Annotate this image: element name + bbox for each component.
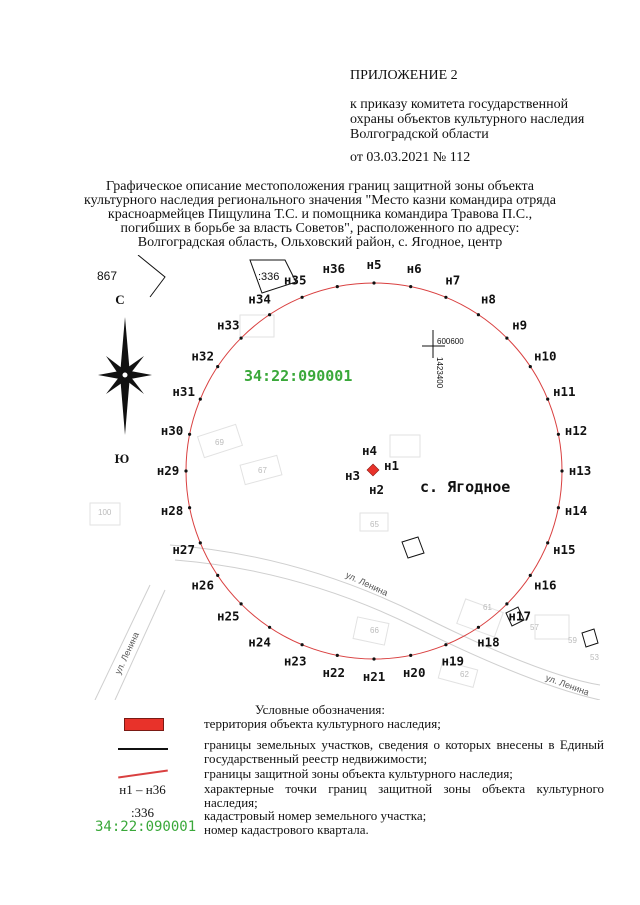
boundary-point-marker bbox=[240, 337, 243, 340]
coordinate-x: 600600 bbox=[437, 337, 464, 346]
boundary-point-marker bbox=[372, 281, 375, 284]
boundary-point-label: н14 bbox=[564, 503, 588, 519]
compass-north-label: С bbox=[115, 292, 125, 307]
boundary-point-label: н32 bbox=[191, 348, 214, 364]
legend-item-text: границы защитной зоны объекта культурного наследия; bbox=[204, 766, 513, 781]
faint-number: 65 bbox=[370, 520, 379, 529]
boundary-point-label: н33 bbox=[217, 317, 240, 333]
boundary-point-marker bbox=[444, 296, 447, 299]
boundary-point-label: н26 bbox=[191, 577, 214, 593]
boundary-point-label: н8 bbox=[480, 291, 496, 307]
boundary-point-label: н25 bbox=[217, 608, 240, 624]
boundary-point-marker bbox=[188, 506, 191, 509]
street-label: ул. Ленина bbox=[344, 569, 390, 599]
boundary-point-label: н1 bbox=[384, 458, 400, 473]
legend-item-text: территория объекта культурного наследия; bbox=[204, 716, 441, 731]
faint-number: 69 bbox=[215, 438, 224, 447]
boundary-point-label: н28 bbox=[160, 503, 184, 519]
legend-item-text: характерные точки границ защитной зоны объекта культурного наследия; bbox=[204, 781, 604, 810]
boundary-point-label: н17 bbox=[508, 608, 531, 624]
faint-number: 57 bbox=[530, 623, 539, 632]
boundary-point-label: н7 bbox=[445, 272, 461, 288]
faint-number: 59 bbox=[568, 636, 577, 645]
boundary-point-marker bbox=[477, 626, 480, 629]
title-line: Волгоградская область, Ольховский район, с. Ягодное, центр bbox=[137, 235, 503, 250]
faint-number: 100 bbox=[98, 508, 112, 517]
background-building bbox=[390, 435, 420, 457]
boundary-point-label: н24 bbox=[248, 634, 271, 650]
coordinate-y: 1423400 bbox=[435, 357, 444, 389]
boundary-point-label: н13 bbox=[568, 463, 592, 478]
boundary-point-marker bbox=[477, 313, 480, 316]
boundary-point-marker bbox=[409, 285, 412, 288]
boundary-point-marker bbox=[188, 433, 191, 436]
street-label: ул. Ленина bbox=[112, 630, 142, 676]
cadastral-quarter-number: 34:22:090001 bbox=[244, 367, 353, 385]
boundary-point-label: н36 bbox=[322, 261, 346, 276]
boundary-point-label: н4 bbox=[362, 443, 378, 458]
faint-number: 67 bbox=[258, 466, 267, 475]
boundary-point-label: н12 bbox=[564, 422, 588, 438]
title-line: Графическое описание местоположения границ защитной зоны объекта bbox=[106, 179, 534, 194]
legend-item-text: номер кадастрового квартала. bbox=[204, 822, 369, 837]
boundary-point-label: н10 bbox=[534, 348, 557, 364]
legend-parcel-line bbox=[118, 748, 168, 750]
faint-number: 62 bbox=[460, 670, 469, 679]
boundary-point-marker bbox=[240, 602, 243, 605]
parcel-number-867: 867 bbox=[97, 269, 118, 283]
boundary-point-label: н2 bbox=[369, 482, 385, 497]
legend-item-text: границы земельных участков, сведения о которых внесены в Единый государственный реестр недвижимости; bbox=[204, 737, 604, 766]
background-building bbox=[535, 615, 569, 639]
boundary-point-label: н5 bbox=[366, 257, 382, 272]
boundary-point-label: н35 bbox=[283, 272, 307, 288]
legend-zone-line bbox=[118, 770, 168, 779]
background-building bbox=[457, 599, 503, 637]
legend-quarter-number-symbol: 34:22:090001 bbox=[95, 819, 197, 835]
boundary-point-label: н30 bbox=[160, 422, 184, 438]
boundary-point-label: н6 bbox=[406, 261, 422, 276]
boundary-point-marker bbox=[268, 313, 271, 316]
legend-item-text: кадастровый номер земельного участка; bbox=[204, 808, 427, 823]
faint-number: 53 bbox=[590, 653, 599, 662]
boundary-point-label: н11 bbox=[553, 384, 576, 400]
title-line: красноармейцев Пищулина Т.С. и помощника командира Травова П.С., bbox=[107, 207, 533, 222]
boundary-point-marker bbox=[546, 398, 549, 401]
order-line: к приказу комитета государственной bbox=[350, 97, 569, 112]
boundary-point-marker bbox=[557, 433, 560, 436]
boundary-point-marker bbox=[560, 469, 563, 472]
village-name: с. Ягодное bbox=[420, 478, 511, 496]
appendix-label: ПРИЛОЖЕНИЕ 2 bbox=[350, 68, 458, 83]
boundary-point-label: н22 bbox=[322, 665, 346, 680]
parcel-boundary bbox=[582, 629, 598, 647]
boundary-point-marker bbox=[444, 643, 447, 646]
boundary-point-marker bbox=[529, 574, 532, 577]
heritage-object-territory bbox=[367, 464, 379, 476]
coordinate-grid-mark bbox=[422, 330, 464, 389]
boundary-point-label: н23 bbox=[283, 653, 307, 669]
boundary-point-marker bbox=[336, 285, 339, 288]
boundary-point-marker bbox=[546, 541, 549, 544]
boundary-point-marker bbox=[199, 398, 202, 401]
boundary-point-marker bbox=[505, 602, 508, 605]
boundary-point-marker bbox=[184, 469, 187, 472]
boundary-point-marker bbox=[301, 296, 304, 299]
boundary-point-label: н3 bbox=[345, 468, 361, 483]
parcel-boundary bbox=[402, 537, 424, 558]
boundary-point-label: н20 bbox=[402, 665, 426, 680]
legend-parcel-number-symbol: :336 bbox=[130, 805, 155, 820]
boundary-point-label: н31 bbox=[172, 384, 195, 400]
boundary-point-label: н18 bbox=[477, 634, 500, 650]
legend-points-symbol: н1 – н36 bbox=[119, 782, 166, 797]
boundary-point-label: н9 bbox=[512, 317, 528, 333]
boundary-point-marker bbox=[301, 643, 304, 646]
order-line: Волгоградской области bbox=[350, 127, 489, 142]
compass-rose-icon bbox=[98, 292, 152, 466]
boundary-point-marker bbox=[409, 654, 412, 657]
boundary-point-marker bbox=[216, 574, 219, 577]
boundary-point-marker bbox=[557, 506, 560, 509]
boundary-point-marker bbox=[216, 365, 219, 368]
boundary-point-marker bbox=[336, 654, 339, 657]
boundary-point-marker bbox=[268, 626, 271, 629]
boundary-point-label: н29 bbox=[156, 463, 180, 478]
legend-object-swatch bbox=[124, 718, 164, 731]
boundary-point-label: н27 bbox=[172, 541, 195, 557]
boundary-point-marker bbox=[505, 337, 508, 340]
protection-zone-map bbox=[0, 255, 640, 700]
legend-title: Условные обозначения: bbox=[254, 702, 386, 717]
faint-number: 61 bbox=[483, 603, 492, 612]
boundary-point-marker bbox=[372, 657, 375, 660]
boundary-point-marker bbox=[199, 541, 202, 544]
boundary-point-label: н16 bbox=[534, 577, 557, 593]
order-date: от 03.03.2021 № 112 bbox=[350, 150, 471, 165]
boundary-point-label: н21 bbox=[362, 669, 386, 684]
order-reference bbox=[350, 97, 608, 142]
order-line: охраны объектов культурного наследия bbox=[350, 112, 585, 127]
boundary-point-label: н15 bbox=[553, 541, 576, 557]
parcel-number-336: :336 bbox=[258, 271, 280, 283]
boundary-point-marker bbox=[529, 365, 532, 368]
boundary-point-label: н19 bbox=[441, 653, 465, 669]
parcel-867-boundary bbox=[138, 255, 165, 297]
faint-number: 66 bbox=[370, 626, 379, 635]
street-label: ул. Ленина bbox=[544, 672, 591, 698]
document-title bbox=[0, 180, 640, 250]
compass-south-label: Ю bbox=[114, 451, 130, 466]
title-line: погибших в борьбе за власть Советов", расположенного по адресу: bbox=[120, 221, 520, 236]
title-line: культурного наследия регионального значения "Место казни командира отряда bbox=[83, 193, 557, 208]
boundary-point-label: н34 bbox=[248, 291, 271, 307]
